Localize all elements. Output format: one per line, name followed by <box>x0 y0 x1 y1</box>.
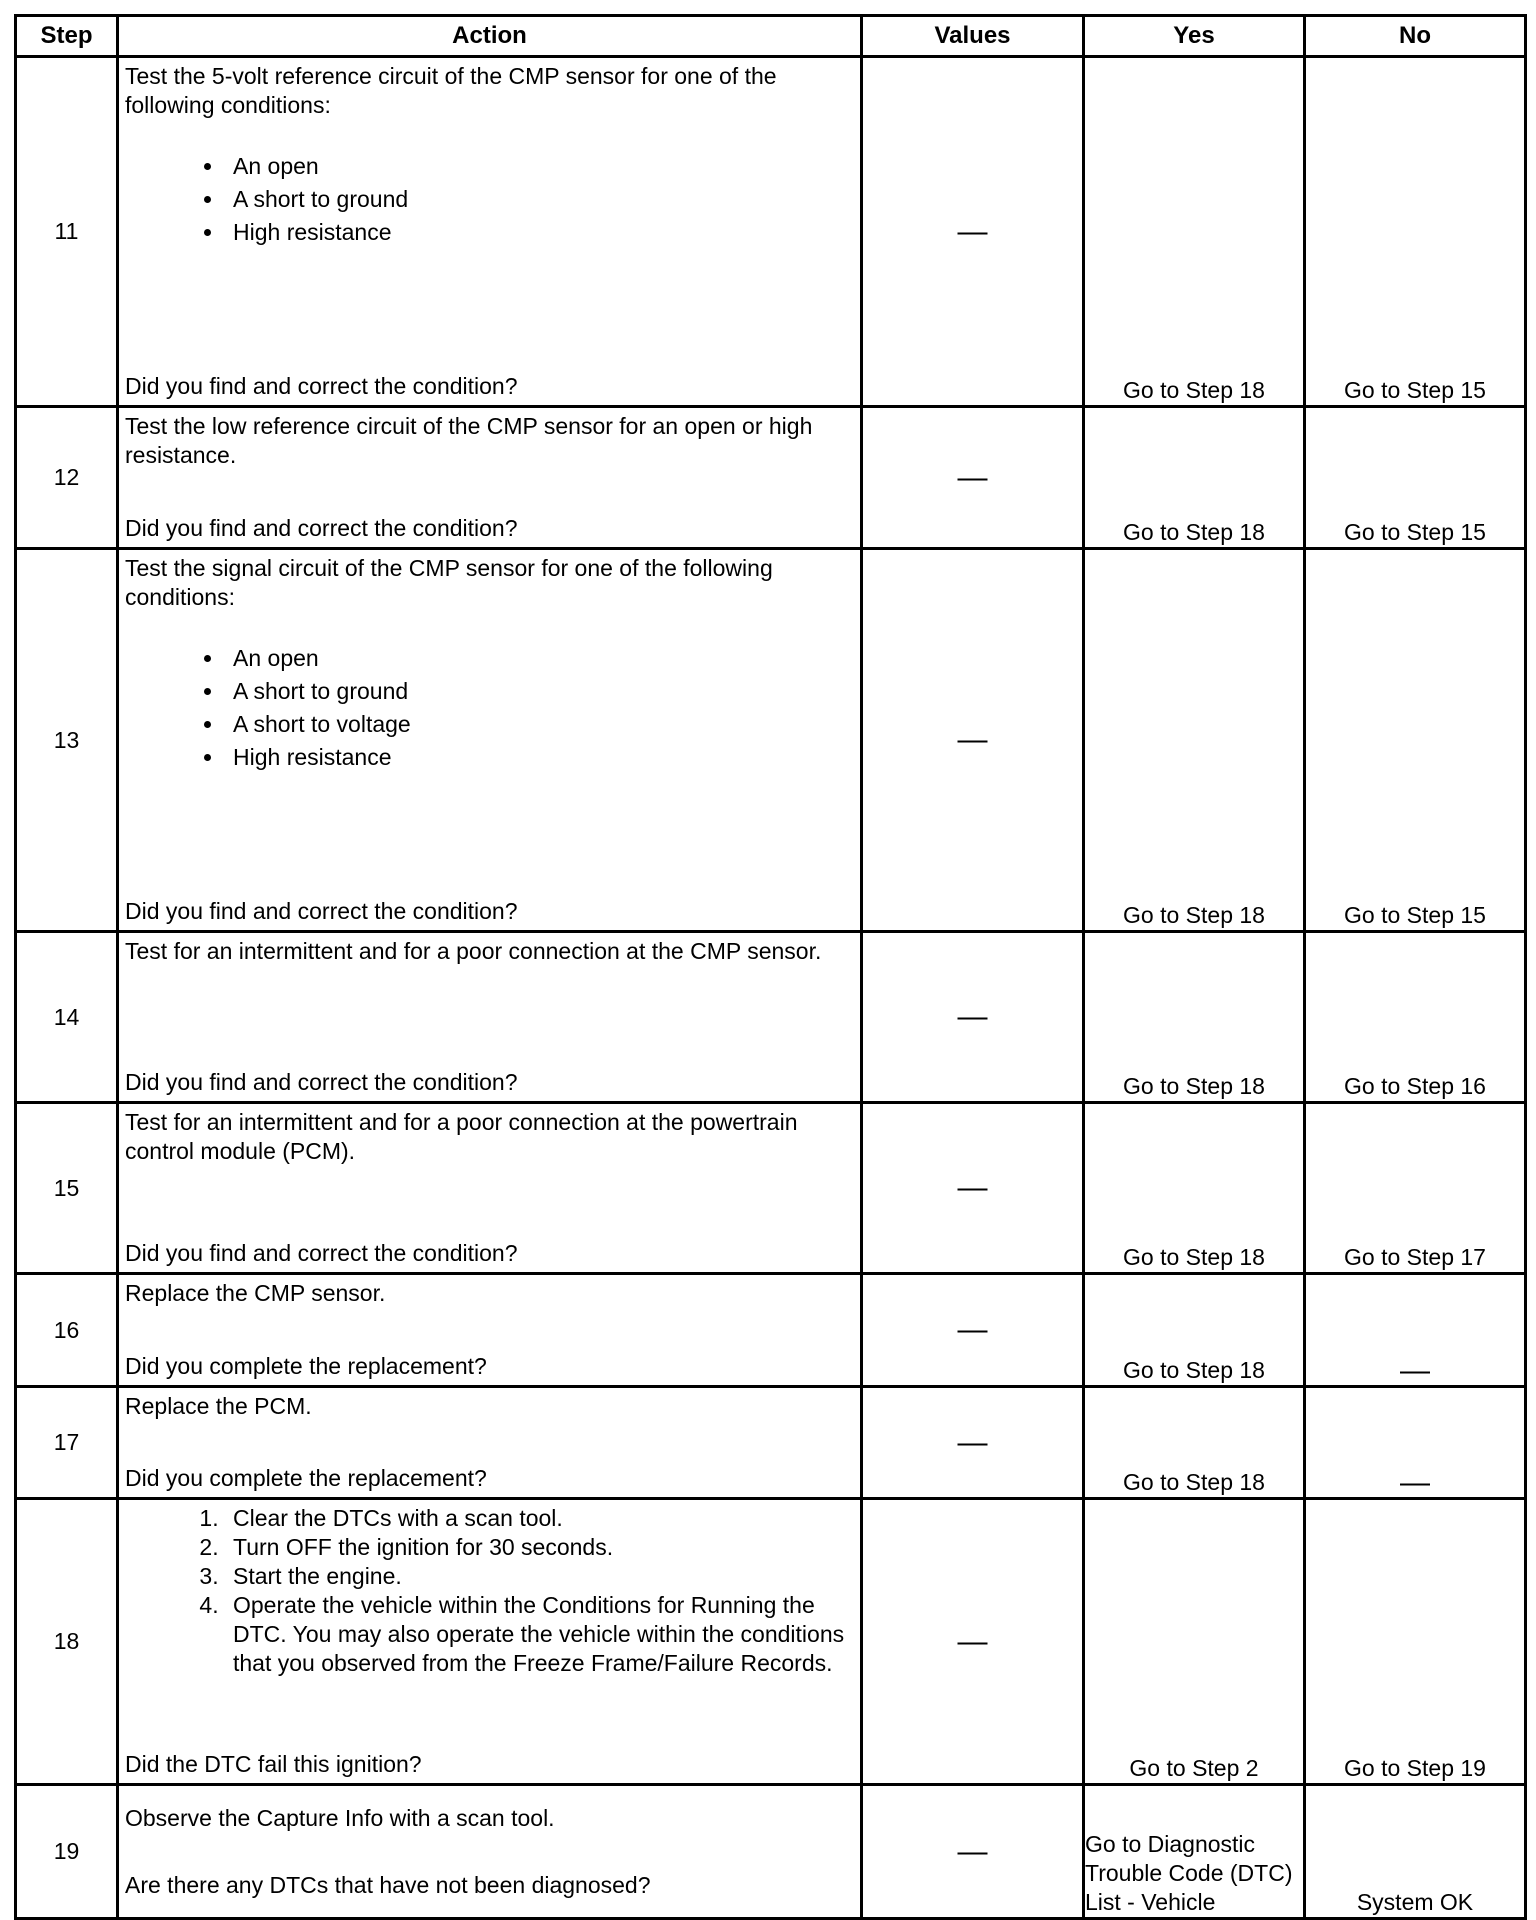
action-cell <box>118 407 862 549</box>
no-cell: Go to Step 15 <box>1305 407 1526 549</box>
table-row <box>16 932 1526 1103</box>
action-question: Did you find and correct the condition? <box>125 1069 518 1095</box>
list-item: • High resistance <box>225 741 852 774</box>
values-cell: — <box>862 1499 1084 1785</box>
step-number: 12 <box>16 407 118 549</box>
no-cell: Go to Step 15 <box>1305 549 1526 932</box>
no-cell: Go to Step 16 <box>1305 932 1526 1103</box>
yes-cell: Go to Step 18 <box>1084 932 1305 1103</box>
action-question: Did you complete the replacement? <box>125 1465 487 1491</box>
list-item: • An open <box>225 150 852 183</box>
action-question: Did you find and correct the condition? <box>125 373 518 399</box>
values-cell: — <box>862 1387 1084 1499</box>
list-item: 2. Turn OFF the ignition for 30 seconds. <box>225 1533 852 1562</box>
yes-cell: Go to Step 2 <box>1084 1499 1305 1785</box>
procedure-list <box>125 1504 852 1678</box>
values-cell: — <box>862 1785 1084 1919</box>
action-instruction: Test the signal circuit of the CMP sensor for one of the following conditions: <box>125 555 773 610</box>
action-question: Are there any DTCs that have not been diagnosed? <box>125 1871 651 1898</box>
table-row <box>16 407 1526 549</box>
step-number: 16 <box>16 1274 118 1387</box>
list-item: 1. Clear the DTCs with a scan tool. <box>225 1504 852 1533</box>
no-cell: — <box>1305 1387 1526 1499</box>
values-cell: — <box>862 407 1084 549</box>
list-item: • A short to voltage <box>225 708 852 741</box>
yes-cell: Go to Step 18 <box>1084 1387 1305 1499</box>
no-cell: — <box>1305 1274 1526 1387</box>
step-number: 14 <box>16 932 118 1103</box>
action-cell <box>118 1103 862 1274</box>
yes-cell: Go to Step 18 <box>1084 1103 1305 1274</box>
list-item: 3. Start the engine. <box>225 1562 852 1591</box>
action-question: Did you find and correct the condition? <box>125 515 518 541</box>
step-number: 18 <box>16 1499 118 1785</box>
action-question: Did you find and correct the condition? <box>125 898 518 924</box>
no-cell: System OK <box>1305 1785 1526 1919</box>
table-row <box>16 1103 1526 1274</box>
no-cell: Go to Step 15 <box>1305 57 1526 407</box>
values-cell: — <box>862 57 1084 407</box>
table-row <box>16 1387 1526 1499</box>
header-yes: Yes <box>1084 16 1305 57</box>
list-item: • An open <box>225 642 852 675</box>
header-row <box>16 16 1526 57</box>
action-instruction: Test the 5-volt reference circuit of the CMP sensor for one of the following conditions: <box>125 63 777 118</box>
action-instruction: Replace the CMP sensor. <box>125 1280 386 1306</box>
values-cell: — <box>862 549 1084 932</box>
list-item: • A short to ground <box>225 675 852 708</box>
action-cell <box>118 57 862 407</box>
list-item: • A short to ground <box>225 183 852 216</box>
condition-list <box>125 150 852 249</box>
table-row <box>16 1785 1526 1919</box>
condition-list <box>125 642 852 774</box>
action-question: Did you find and correct the condition? <box>125 1240 518 1266</box>
action-instruction: Observe the Capture Info with a scan tool. <box>125 1804 555 1831</box>
action-question: Did the DTC fail this ignition? <box>125 1751 422 1777</box>
yes-cell: Go to Step 18 <box>1084 549 1305 932</box>
step-number: 15 <box>16 1103 118 1274</box>
action-instruction: Test for an intermittent and for a poor connection at the powertrain control module (PCM). <box>125 1109 798 1164</box>
action-cell <box>118 1387 862 1499</box>
values-cell: — <box>862 1274 1084 1387</box>
action-cell <box>118 1274 862 1387</box>
table-row <box>16 57 1526 407</box>
step-number: 19 <box>16 1785 118 1919</box>
values-cell: — <box>862 932 1084 1103</box>
no-cell: Go to Step 17 <box>1305 1103 1526 1274</box>
header-values: Values <box>862 16 1084 57</box>
action-instruction: Test for an intermittent and for a poor connection at the CMP sensor. <box>125 938 822 964</box>
step-number: 17 <box>16 1387 118 1499</box>
step-number: 11 <box>16 57 118 407</box>
yes-cell: Go to Diagnostic Trouble Code (DTC) List - Vehicle <box>1084 1785 1305 1919</box>
header-step: Step <box>16 16 118 57</box>
yes-cell: Go to Step 18 <box>1084 57 1305 407</box>
diagnostic-table <box>14 14 1527 1920</box>
list-item: • High resistance <box>225 216 852 249</box>
list-item: 4. Operate the vehicle within the Conditions for Running the DTC. You may also operate the vehicle within the conditions that you observed from the Freeze Frame/Failure Records. <box>225 1591 852 1678</box>
values-cell: — <box>862 1103 1084 1274</box>
yes-cell: Go to Step 18 <box>1084 1274 1305 1387</box>
step-number: 13 <box>16 549 118 932</box>
yes-cell: Go to Step 18 <box>1084 407 1305 549</box>
table-row <box>16 549 1526 932</box>
table-row <box>16 1499 1526 1785</box>
header-no: No <box>1305 16 1526 57</box>
action-cell <box>118 932 862 1103</box>
action-instruction: Test the low reference circuit of the CMP sensor for an open or high resistance. <box>125 413 813 468</box>
action-cell <box>118 1499 862 1785</box>
table-row <box>16 1274 1526 1387</box>
no-cell: Go to Step 19 <box>1305 1499 1526 1785</box>
action-instruction: Replace the PCM. <box>125 1393 312 1419</box>
action-question: Did you complete the replacement? <box>125 1353 487 1379</box>
action-cell <box>118 549 862 932</box>
action-cell <box>118 1785 862 1919</box>
header-action: Action <box>118 16 862 57</box>
